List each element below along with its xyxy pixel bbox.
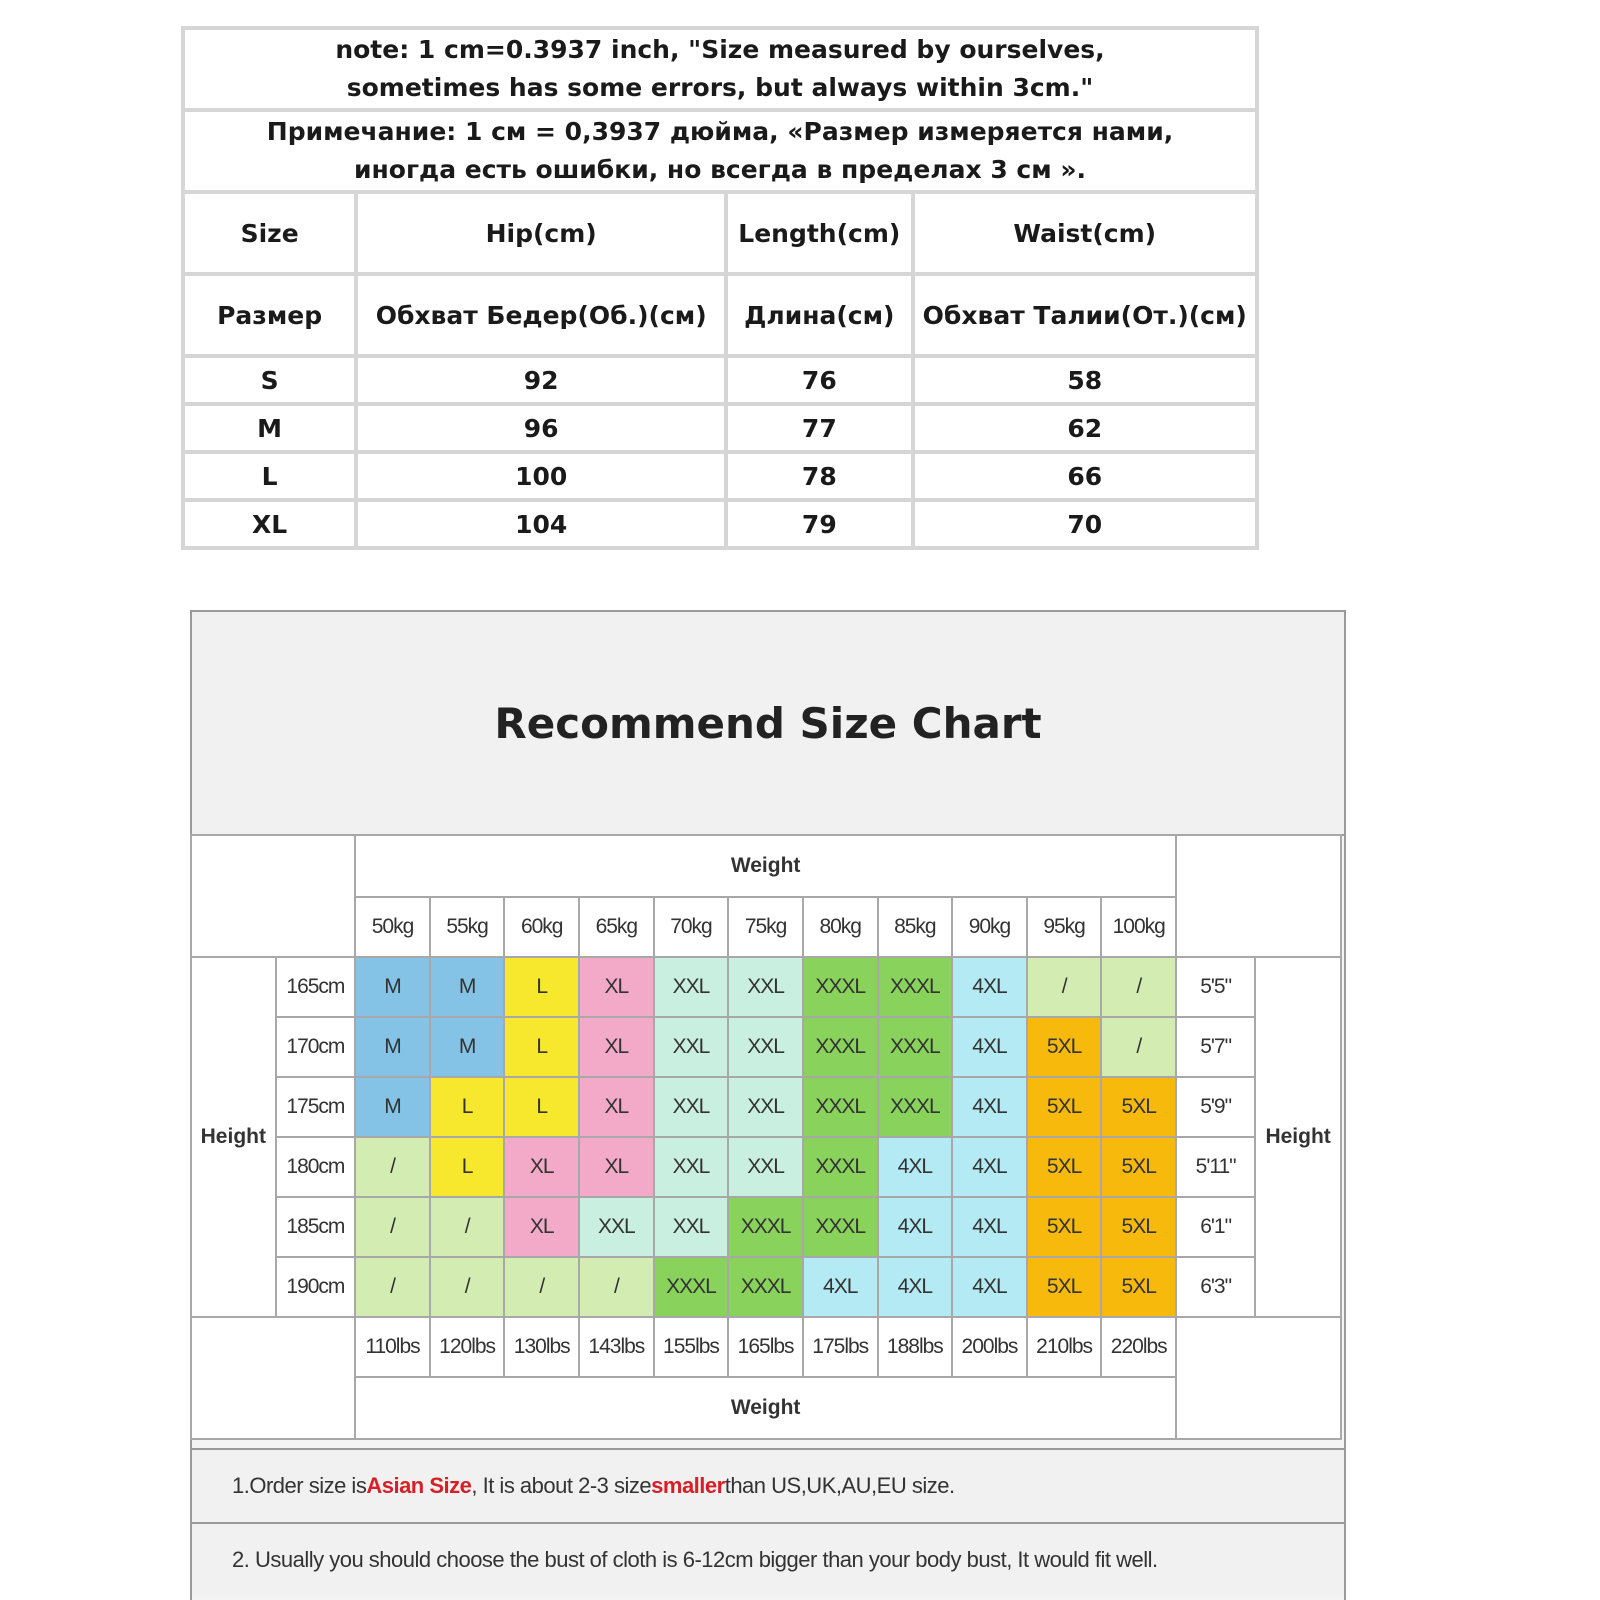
- note-english: [183, 28, 1257, 110]
- cell-waist: 70: [913, 500, 1257, 548]
- cell-waist: 58: [913, 356, 1257, 404]
- size-cell: XXXL: [803, 1077, 878, 1137]
- size-cell: L: [504, 957, 579, 1017]
- height-ft: 6'3": [1176, 1257, 1255, 1317]
- size-cell: XL: [504, 1197, 579, 1257]
- size-row: [191, 1197, 1341, 1257]
- size-cell: L: [430, 1137, 505, 1197]
- size-cell: 4XL: [952, 957, 1027, 1017]
- note-english-line2: sometimes has some errors, but always within 3cm.": [346, 73, 1094, 102]
- note-russian: [183, 110, 1257, 192]
- size-cell: /: [579, 1257, 654, 1317]
- size-cell: XXL: [728, 957, 803, 1017]
- weight-lbs: 165lbs: [728, 1317, 803, 1377]
- size-cell: 4XL: [878, 1257, 953, 1317]
- cell-length: 78: [726, 452, 912, 500]
- cell-hip: 92: [356, 356, 726, 404]
- header-waist-ru: Обхват Талии(От.)(см): [913, 274, 1257, 356]
- size-cell: M: [430, 957, 505, 1017]
- size-cell: XL: [504, 1137, 579, 1197]
- size-grid: [190, 834, 1342, 1440]
- size-cell: /: [1101, 957, 1176, 1017]
- note-russian-line1: Примечание: 1 см = 0,3937 дюйма, «Размер измеряется нами,: [266, 117, 1174, 146]
- size-cell: XXXL: [878, 957, 953, 1017]
- note1-highlight-asian: Asian Size: [366, 1473, 472, 1498]
- recommend-size-chart: [190, 610, 1346, 1600]
- header-length: Length(cm): [726, 192, 912, 274]
- header-hip: Hip(cm): [356, 192, 726, 274]
- header-waist: Waist(cm): [913, 192, 1257, 274]
- note-english-line1: note: 1 cm=0.3937 inch, "Size measured by ourselves,: [335, 35, 1105, 64]
- weight-kg: 70kg: [654, 897, 729, 957]
- size-cell: /: [355, 1257, 430, 1317]
- size-cell: /: [1027, 957, 1102, 1017]
- size-cell: /: [504, 1257, 579, 1317]
- size-cell: /: [1101, 1017, 1176, 1077]
- note1-highlight-smaller: smaller: [651, 1473, 725, 1498]
- weight-kg: 90kg: [952, 897, 1027, 957]
- cell-hip: 96: [356, 404, 726, 452]
- chart-title: Recommend Size Chart: [192, 612, 1344, 836]
- weight-lbs: 110lbs: [355, 1317, 430, 1377]
- size-cell: XXXL: [878, 1077, 953, 1137]
- cell-waist: 62: [913, 404, 1257, 452]
- size-cell: 5XL: [1101, 1137, 1176, 1197]
- table-row: [183, 500, 1257, 548]
- header-size: Size: [183, 192, 356, 274]
- size-cell: XXXL: [803, 1197, 878, 1257]
- height-cm: 175cm: [276, 1077, 356, 1137]
- cell-length: 76: [726, 356, 912, 404]
- size-cell: XXL: [654, 1017, 729, 1077]
- size-cell: XXL: [654, 1077, 729, 1137]
- size-cell: 4XL: [803, 1257, 878, 1317]
- size-cell: 5XL: [1101, 1257, 1176, 1317]
- size-cell: XXL: [654, 1137, 729, 1197]
- size-row: [191, 1257, 1341, 1317]
- note-bust-advice: [192, 1522, 1344, 1596]
- notes-section: [192, 1448, 1344, 1596]
- size-cell: XL: [579, 1077, 654, 1137]
- size-row: [191, 1017, 1341, 1077]
- size-cell: 4XL: [878, 1197, 953, 1257]
- size-cell: /: [355, 1197, 430, 1257]
- size-cell: 5XL: [1027, 1257, 1102, 1317]
- weight-kg: 85kg: [878, 897, 953, 957]
- size-cell: /: [355, 1137, 430, 1197]
- height-label-left: Height: [191, 957, 276, 1317]
- height-cm: 185cm: [276, 1197, 356, 1257]
- size-cell: M: [355, 1017, 430, 1077]
- size-cell: XXXL: [878, 1017, 953, 1077]
- weight-lbs: 130lbs: [504, 1317, 579, 1377]
- cell-length: 77: [726, 404, 912, 452]
- size-cell: XXL: [654, 957, 729, 1017]
- weight-kg: 95kg: [1027, 897, 1102, 957]
- size-cell: 4XL: [878, 1137, 953, 1197]
- size-cell: XXXL: [728, 1197, 803, 1257]
- cell-length: 79: [726, 500, 912, 548]
- cell-waist: 66: [913, 452, 1257, 500]
- size-cell: M: [355, 1077, 430, 1137]
- size-cell: 4XL: [952, 1197, 1027, 1257]
- size-cell: L: [430, 1077, 505, 1137]
- weight-kg: 50kg: [355, 897, 430, 957]
- weight-label-bottom: Weight: [355, 1377, 1176, 1439]
- size-cell: 4XL: [952, 1077, 1027, 1137]
- weight-kg: 55kg: [430, 897, 505, 957]
- size-cell: 5XL: [1101, 1077, 1176, 1137]
- measurement-table: [181, 26, 1259, 550]
- size-cell: XXL: [728, 1077, 803, 1137]
- height-cm: 165cm: [276, 957, 356, 1017]
- corner-top-right: [1176, 835, 1341, 957]
- note1-text: 1.Order size is: [232, 1473, 367, 1498]
- header-size-ru: Размер: [183, 274, 356, 356]
- size-cell: 4XL: [952, 1137, 1027, 1197]
- cell-size: XL: [183, 500, 356, 548]
- weight-lbs: 188lbs: [878, 1317, 953, 1377]
- size-cell: XXL: [579, 1197, 654, 1257]
- size-cell: /: [430, 1197, 505, 1257]
- table-row: [183, 356, 1257, 404]
- cell-size: M: [183, 404, 356, 452]
- weight-lbs: 200lbs: [952, 1317, 1027, 1377]
- note1-text-mid: , It is about 2-3 size: [471, 1473, 652, 1498]
- height-ft: 5'7": [1176, 1017, 1255, 1077]
- size-cell: 5XL: [1027, 1017, 1102, 1077]
- note-asian-size: [192, 1448, 1344, 1522]
- weight-kg: 60kg: [504, 897, 579, 957]
- size-cell: XXXL: [803, 1017, 878, 1077]
- cell-hip: 104: [356, 500, 726, 548]
- height-ft: 5'11": [1176, 1137, 1255, 1197]
- corner-bottom-left: [191, 1317, 355, 1439]
- note1-text-end: than US,UK,AU,EU size.: [724, 1473, 955, 1498]
- weight-kg: 65kg: [579, 897, 654, 957]
- cell-hip: 100: [356, 452, 726, 500]
- weight-lbs: 210lbs: [1027, 1317, 1102, 1377]
- size-cell: L: [504, 1077, 579, 1137]
- size-cell: XL: [579, 1137, 654, 1197]
- weight-lbs: 155lbs: [654, 1317, 729, 1377]
- size-cell: XL: [579, 1017, 654, 1077]
- size-cell: M: [430, 1017, 505, 1077]
- size-cell: 5XL: [1027, 1077, 1102, 1137]
- size-cell: XXL: [654, 1197, 729, 1257]
- weight-kg: 80kg: [803, 897, 878, 957]
- weight-lbs: 220lbs: [1101, 1317, 1176, 1377]
- table-row: [183, 452, 1257, 500]
- size-cell: XXXL: [803, 957, 878, 1017]
- height-ft: 5'9": [1176, 1077, 1255, 1137]
- size-cell: XXL: [728, 1137, 803, 1197]
- size-cell: XXXL: [803, 1137, 878, 1197]
- size-cell: XXXL: [728, 1257, 803, 1317]
- weight-kg: 75kg: [728, 897, 803, 957]
- height-cm: 180cm: [276, 1137, 356, 1197]
- height-cm: 170cm: [276, 1017, 356, 1077]
- note2-text: 2. Usually you should choose the bust of cloth is 6-12cm bigger than your body bust, It would fit well.: [232, 1547, 1158, 1572]
- header-hip-ru: Обхват Бедер(Об.)(см): [356, 274, 726, 356]
- size-cell: L: [504, 1017, 579, 1077]
- size-cell: XL: [579, 957, 654, 1017]
- height-ft: 6'1": [1176, 1197, 1255, 1257]
- size-cell: 5XL: [1027, 1137, 1102, 1197]
- note-russian-line2: иногда есть ошибки, но всегда в пределах 3 см ».: [353, 155, 1087, 184]
- size-row: [191, 1137, 1341, 1197]
- size-cell: M: [355, 957, 430, 1017]
- cell-size: S: [183, 356, 356, 404]
- size-row: [191, 957, 1341, 1017]
- weight-lbs: 175lbs: [803, 1317, 878, 1377]
- header-length-ru: Длина(см): [726, 274, 912, 356]
- size-cell: /: [430, 1257, 505, 1317]
- height-ft: 5'5": [1176, 957, 1255, 1017]
- cell-size: L: [183, 452, 356, 500]
- weight-label-top: Weight: [355, 835, 1176, 897]
- weight-kg: 100kg: [1101, 897, 1176, 957]
- table-row: [183, 404, 1257, 452]
- height-cm: 190cm: [276, 1257, 356, 1317]
- size-cell: 5XL: [1101, 1197, 1176, 1257]
- corner-bottom-right: [1176, 1317, 1341, 1439]
- size-row: [191, 1077, 1341, 1137]
- weight-lbs: 120lbs: [430, 1317, 505, 1377]
- size-cell: XXXL: [654, 1257, 729, 1317]
- height-label-right: Height: [1255, 957, 1341, 1317]
- size-cell: XXL: [728, 1017, 803, 1077]
- corner-top-left: [191, 835, 355, 957]
- size-cell: 4XL: [952, 1017, 1027, 1077]
- size-cell: 5XL: [1027, 1197, 1102, 1257]
- weight-lbs: 143lbs: [579, 1317, 654, 1377]
- size-cell: 4XL: [952, 1257, 1027, 1317]
